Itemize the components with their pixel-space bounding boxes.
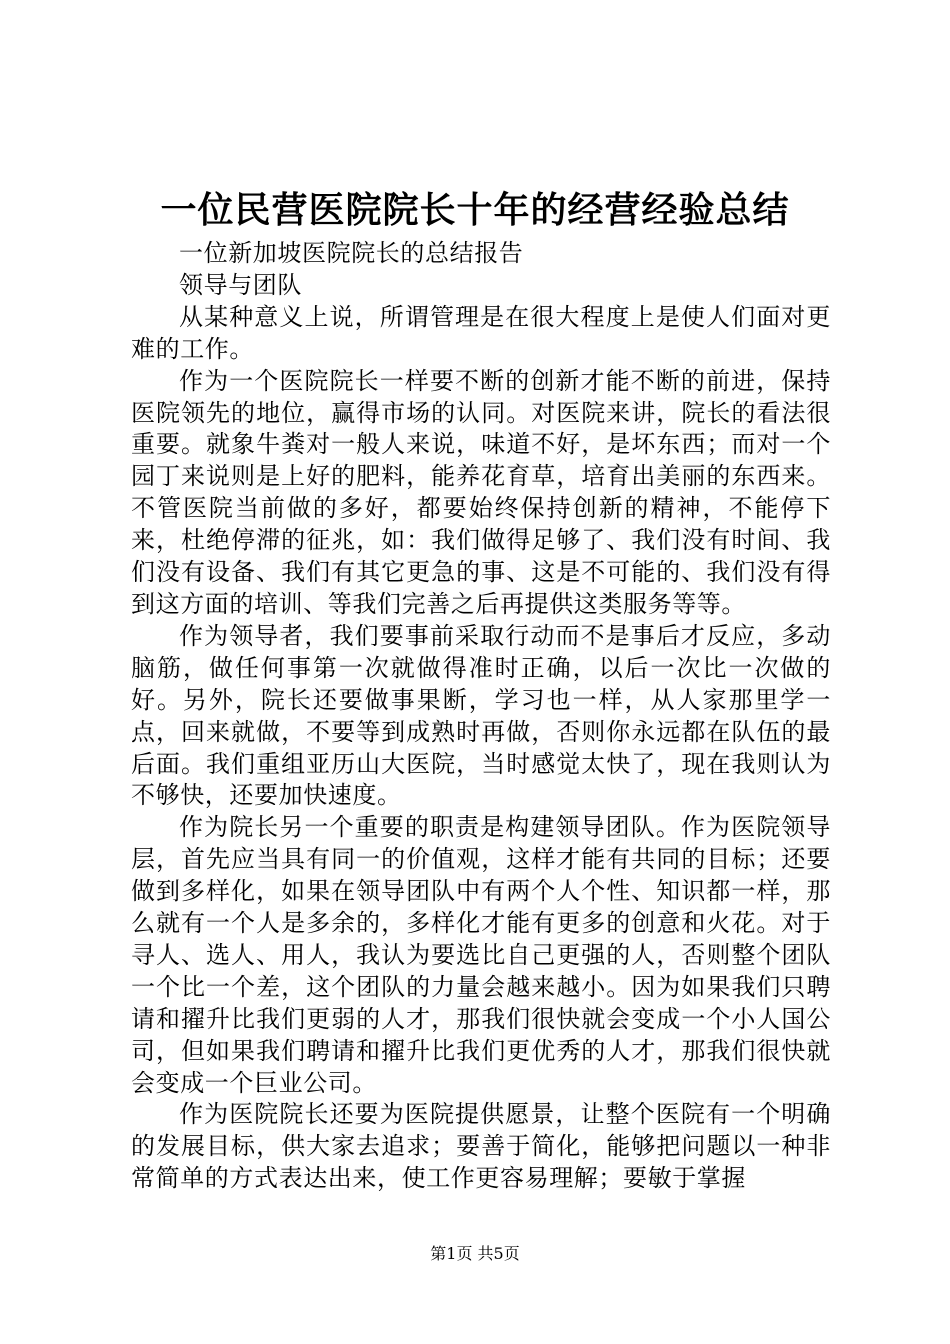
document-title: 一位民营医院院长十年的经营经验总结 — [160, 189, 790, 231]
document-body — [131, 238, 831, 1195]
body-paragraph: 作为医院院长还要为医院提供愿景，让整个医院有一个明确的发展目标，供大家去追求；要善于简化，能够把问题以一种非常简单的方式表达出来，使工作更容易理解；要敏于掌握 — [131, 1100, 831, 1193]
body-paragraph: 作为一个医院院长一样要不断的创新才能不断的前进，保持医院领先的地位，赢得市场的认同。对医院来讲，院长的看法很重要。就象牛粪对一般人来说，味道不好，是坏东西；而对一个园丁来说则是上好的肥料，能养花育草，培育出美丽的东西来。不管医院当前做的多好，都要始终保持创新的精神，不能停下来，杜绝停滞的征兆，如：我们做得足够了、我们没有时间、我们没有设备、我们有其它更急的事、这是不可能的、我们没有得到这方面的培训、等我们完善之后再提供这类服务等等。 — [131, 366, 831, 618]
page-number-footer: 第1页 共5页 — [430, 1244, 520, 1263]
subtitle-paragraph: 一位新加坡医院院长的总结报告 — [179, 239, 524, 267]
body-paragraph: 从某种意义上说，所谓管理是在很大程度上是使人们面对更难的工作。 — [131, 302, 831, 363]
body-paragraph: 作为院长另一个重要的职责是构建领导团队。作为医院领导层，首先应当具有同一的价值观，这样才能有共同的目标；还要做到多样化，如果在领导团队中有两个人个性、知识都一样，那么就有一个人是多余的，多样化才能有更多的创意和火花。对于寻人、选人、用人，我认为要选比自己更强的人，否则整个团队一个比一个差，这个团队的力量会越来越小。因为如果我们只聘请和擢升比我们更弱的人才，那我们很快就会变成一个小人国公司，但如果我们聘请和擢升比我们更优秀的人才，那我们很快就会变成一个巨业公司。 — [131, 813, 831, 1097]
body-paragraph: 作为领导者，我们要事前采取行动而不是事后才反应，多动脑筋，做任何事第一次就做得准时正确，以后一次比一次做的好。另外，院长还要做事果断，学习也一样，从人家那里学一点，回来就做，不要等到成熟时再做，否则你永远都在队伍的最后面。我们重组亚历山大医院，当时感觉太快了，现在我则认为不够快，还要加快速度。 — [131, 621, 831, 810]
section-heading: 领导与团队 — [179, 270, 302, 299]
